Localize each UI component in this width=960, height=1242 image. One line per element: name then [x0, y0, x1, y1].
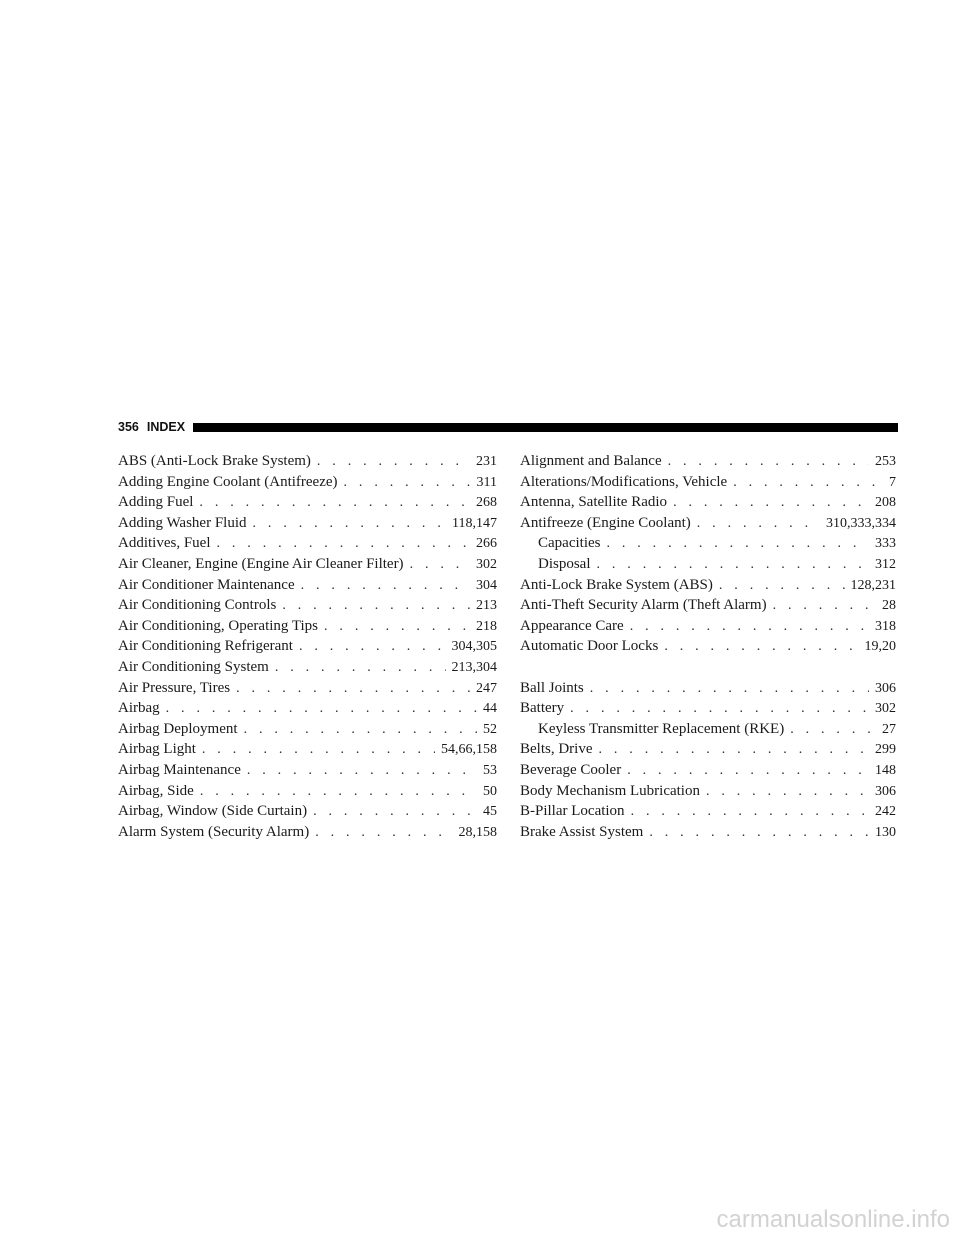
index-pages: 299 [875, 742, 896, 758]
index-pages: 54,66,158 [441, 742, 497, 758]
index-entry [520, 492, 896, 513]
dot-leader [630, 617, 869, 637]
index-pages: 28,158 [458, 824, 497, 840]
index-term: Air Conditioning System [118, 658, 269, 675]
index-entry [520, 451, 896, 472]
index-term: Antenna, Satellite Radio [520, 494, 668, 511]
dot-leader [236, 679, 470, 699]
index-term: Adding Engine Coolant (Antifreeze) [118, 473, 338, 490]
page-number: 356 [118, 420, 139, 434]
index-pages: 253 [875, 454, 896, 469]
index-entry [118, 822, 497, 843]
dot-leader [253, 514, 447, 534]
index-entry [118, 595, 497, 616]
index-entry [520, 472, 896, 493]
index-pages: 19,20 [864, 639, 896, 655]
index-term: Adding Washer Fluid [118, 514, 247, 531]
index-term: Appearance Care [520, 617, 624, 634]
index-term: Airbag [118, 700, 160, 717]
index-entry [520, 616, 896, 637]
index-term: Air Pressure, Tires [118, 679, 231, 696]
index-term: Air Conditioning, Operating Tips [118, 617, 319, 634]
index-term: Alterations/Modifications, Vehicle [520, 473, 728, 490]
index-pages: 27 [882, 721, 896, 737]
index-pages: 306 [875, 680, 896, 696]
index-entry [118, 533, 497, 554]
index-term: Ball Joints [520, 679, 584, 696]
index-pages: 333 [875, 536, 896, 552]
index-pages: 118,147 [452, 515, 497, 531]
dot-leader [275, 658, 446, 678]
index-term: B-Pillar Location [520, 803, 625, 820]
dot-leader [313, 802, 477, 822]
dot-leader [673, 493, 869, 513]
index-pages: 7 [889, 474, 896, 490]
index-pages: 45 [483, 804, 497, 820]
index-entry [520, 575, 896, 596]
dot-leader [733, 473, 883, 493]
dot-leader [570, 699, 869, 719]
index-term: Air Conditioning Refrigerant [118, 638, 293, 655]
index-entry [520, 678, 896, 699]
index-pages: 52 [483, 721, 497, 737]
dot-leader [282, 596, 470, 616]
index-term: Air Conditioning Controls [118, 597, 277, 614]
index-pages: 304 [476, 577, 497, 593]
dot-leader [606, 534, 869, 554]
index-pages: 218 [476, 618, 497, 634]
index-term: Capacities [538, 535, 601, 552]
index-entry [118, 781, 497, 802]
index-term: Belts, Drive [520, 741, 593, 758]
index-pages: 266 [476, 536, 497, 552]
index-entry [520, 636, 896, 657]
index-term: Keyless Transmitter Replacement (RKE) [538, 720, 785, 737]
dot-leader [166, 699, 477, 719]
index-pages: 268 [476, 495, 497, 511]
index-pages: 213 [476, 598, 497, 614]
index-entry [520, 739, 896, 760]
index-term: Airbag, Side [118, 782, 194, 799]
index-entry [118, 657, 497, 678]
index-pages: 231 [476, 454, 497, 469]
index-term: Air Cleaner, Engine (Engine Air Cleaner Filter) [118, 555, 404, 572]
dot-leader [773, 596, 876, 616]
index-entry [118, 739, 497, 760]
index-pages: 312 [875, 556, 896, 572]
index-subentry [520, 719, 896, 740]
index-term: Airbag, Window (Side Curtain) [118, 803, 308, 820]
index-subentry [520, 533, 896, 554]
index-entry [118, 554, 497, 575]
dot-leader [668, 452, 869, 472]
index-entry [118, 513, 497, 534]
index-pages: 304,305 [451, 639, 497, 655]
index-term: Alignment and Balance [520, 453, 662, 469]
index-entry [520, 513, 896, 534]
header-rule [193, 423, 898, 432]
index-pages: 130 [875, 824, 896, 840]
index-entry [520, 698, 896, 719]
index-pages: 318 [875, 618, 896, 634]
index-term: Automatic Door Locks [520, 638, 659, 655]
index-pages: 50 [483, 783, 497, 799]
index-pages: 306 [875, 783, 896, 799]
index-entry [118, 636, 497, 657]
index-term: Adding Fuel [118, 494, 194, 511]
index-pages: 302 [476, 556, 497, 572]
index-pages: 44 [483, 701, 497, 717]
index-pages: 128,231 [850, 577, 896, 593]
index-entry [520, 595, 896, 616]
index-pages: 213,304 [451, 659, 497, 675]
index-pages: 53 [483, 762, 497, 778]
index-pages: 28 [882, 598, 896, 614]
index-term: Beverage Cooler [520, 761, 622, 778]
dot-leader [697, 514, 820, 534]
index-entry [520, 781, 896, 802]
index-entry [118, 575, 497, 596]
index-entry [118, 698, 497, 719]
index-pages: 302 [875, 701, 896, 717]
index-pages: 247 [476, 680, 497, 696]
dot-leader [664, 637, 858, 657]
index-entry [520, 822, 896, 843]
dot-leader [790, 720, 876, 740]
index-subentry [520, 554, 896, 575]
dot-leader [719, 576, 845, 596]
dot-leader [599, 740, 870, 760]
dot-leader [649, 823, 869, 843]
index-pages: 148 [875, 762, 896, 778]
watermark: carmanualsonline.info [716, 1206, 950, 1233]
dot-leader [301, 576, 470, 596]
dot-leader [324, 617, 470, 637]
index-term: Body Mechanism Lubrication [520, 782, 700, 799]
dot-leader [597, 555, 870, 575]
dot-leader [706, 782, 869, 802]
page-header [118, 417, 898, 437]
index-term: Antifreeze (Engine Coolant) [520, 514, 691, 531]
index-entry [118, 760, 497, 781]
section-title: INDEX [146, 420, 186, 434]
dot-leader [217, 534, 471, 554]
dot-leader [627, 761, 869, 781]
index-entry [520, 801, 896, 822]
index-term: Airbag Maintenance [118, 761, 241, 778]
index-column-left [118, 451, 497, 842]
index-entry [118, 472, 497, 493]
dot-leader [344, 473, 471, 493]
index-entry [118, 616, 497, 637]
dot-leader [199, 493, 470, 513]
index-entry [118, 492, 497, 513]
index-term: Airbag Deployment [118, 720, 238, 737]
index-term: Battery [520, 700, 565, 717]
index-entry [118, 678, 497, 699]
index-entry [118, 451, 497, 472]
dot-leader [247, 761, 477, 781]
index-term: Alarm System (Security Alarm) [118, 823, 310, 840]
index-term: Anti-Lock Brake System (ABS) [520, 576, 713, 593]
index-column-right [520, 451, 896, 842]
index-entry [118, 719, 497, 740]
dot-leader [315, 823, 452, 843]
dot-leader [244, 720, 477, 740]
dot-leader [410, 555, 470, 575]
index-entry [520, 760, 896, 781]
index-pages: 310,333,334 [826, 515, 896, 531]
index-entry [118, 801, 497, 822]
dot-leader [200, 782, 477, 802]
index-term: Anti-Theft Security Alarm (Theft Alarm) [520, 597, 767, 614]
index-pages: 208 [875, 495, 896, 511]
index-term: ABS (Anti-Lock Brake System) [118, 453, 311, 469]
index-term: Additives, Fuel [118, 535, 211, 552]
dot-leader [317, 452, 470, 472]
index-term: Air Conditioner Maintenance [118, 576, 295, 593]
index-pages: 242 [875, 804, 896, 820]
index-term: Brake Assist System [520, 823, 644, 840]
dot-leader [590, 679, 869, 699]
dot-leader [299, 637, 446, 657]
index-term: Airbag Light [118, 741, 196, 758]
dot-leader [202, 740, 435, 760]
index-term: Disposal [538, 555, 591, 572]
index-pages: 311 [476, 474, 497, 490]
dot-leader [631, 802, 869, 822]
